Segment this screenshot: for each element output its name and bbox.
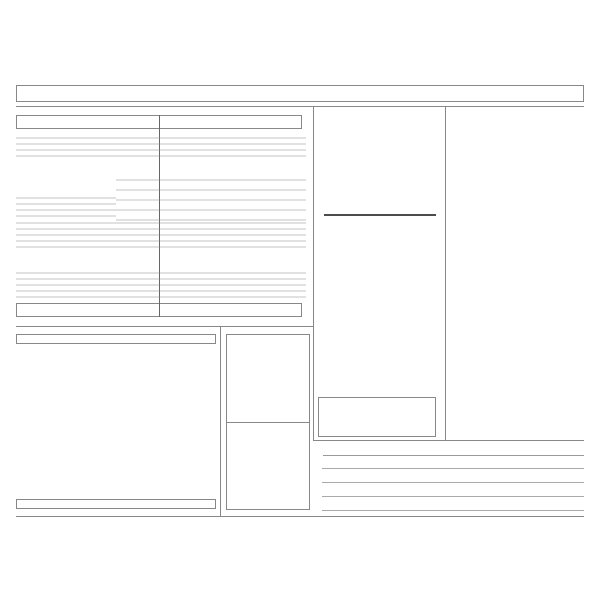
divider <box>445 106 446 440</box>
remarks-box[interactable] <box>318 397 436 437</box>
primary-upper-letters <box>16 334 216 344</box>
divider <box>313 440 584 441</box>
occlusal-arch-diagram <box>318 112 442 324</box>
summary-line[interactable] <box>322 482 584 483</box>
divider <box>313 106 314 440</box>
divider <box>220 326 221 516</box>
summary-line[interactable] <box>322 496 584 497</box>
divider <box>226 422 310 423</box>
permanent-teeth-chart <box>16 128 306 306</box>
summary-line[interactable] <box>322 510 584 511</box>
divider <box>16 106 584 107</box>
primary-teeth-chart <box>16 346 216 498</box>
primary-lower-letters <box>16 499 216 509</box>
patient-header <box>16 85 584 102</box>
divider <box>16 516 584 517</box>
summary-line[interactable] <box>322 468 584 469</box>
summary-of-treatment[interactable] <box>322 451 584 456</box>
divider <box>16 326 313 327</box>
